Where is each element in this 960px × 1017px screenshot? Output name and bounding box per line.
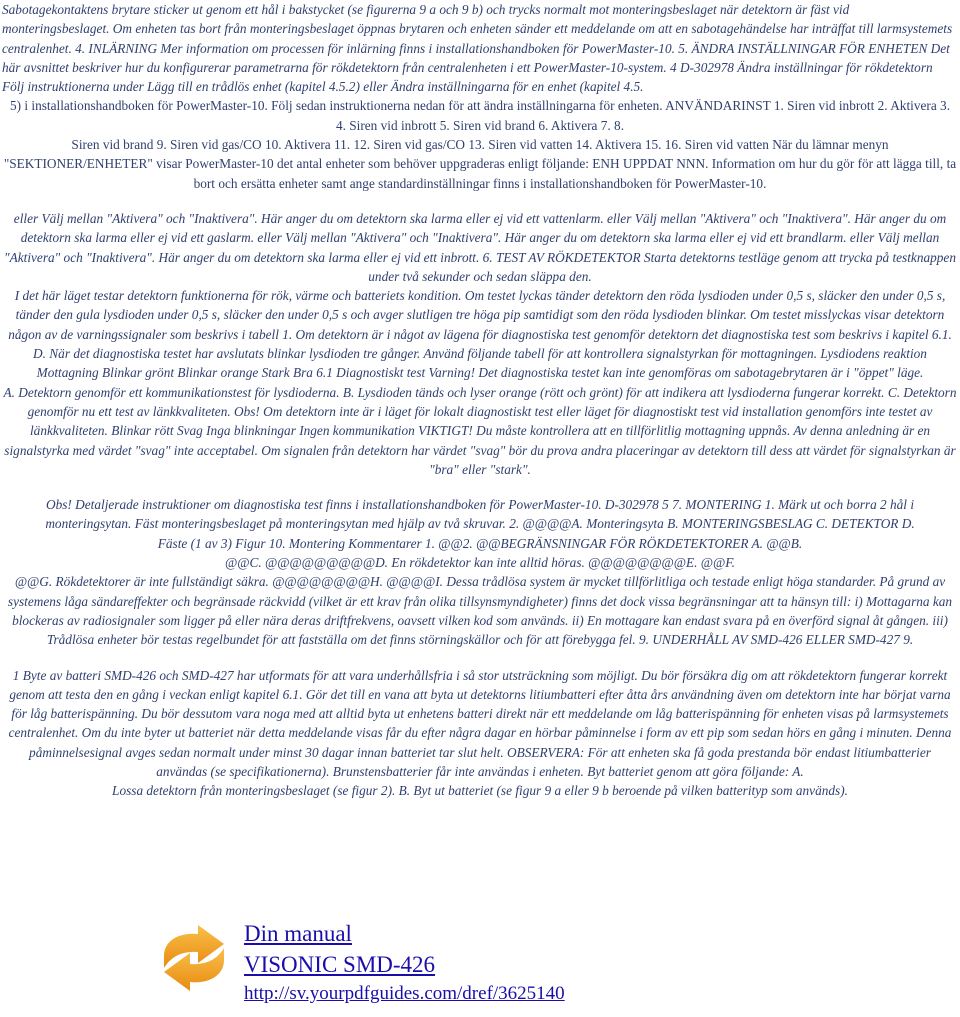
paragraph: Obs! Detaljerade instruktioner om diagnostiska test finns i installationshandboken för PowerMaster-10. D-302978 5 7. MONTERING 1. Märk ut och borra 2 hål i monteringsytan. Fäst monteringsbeslaget på monteringsytan med hjälp av två skruvar. 2. @@@@A. Monteringsyta B. MONTERINGSBESLAG C. DETEKTOR D. (45, 497, 915, 532)
paragraph: 4. Siren vid inbrott 5. Siren vid brand 6. Aktivera 7. 8. (335, 117, 625, 133)
paragraph-gap (2, 193, 958, 209)
download-arrow-icon (158, 922, 230, 994)
footer (158, 918, 858, 1014)
paragraph: Siren vid brand 9. Siren vid gas/CO 10. Aktivera 11. 12. Siren vid gas/CO 13. Siren vid vatten 14. Aktivera 15. 16. Siren vid vatten När du lämnar menyn "SEKTIONER/ENHETER" visar PowerMaster-10 det antal enheter som behöver uppgraderas enligt följande: ENH UPPDAT NNN. Information om hur du gör för att lägga till, ta bort och ersätta enheter samt ange standardinställningar finns i installationshandboken för PowerMaster-10. (3, 137, 957, 191)
url-link[interactable]: http://sv.yourpdfguides.com/dref/3625140 (244, 983, 565, 1004)
paragraph: Lossa detektorn från monteringsbeslaget (se figur 2). B. Byt ut batteriet (se figur 9 a eller 9 b beroende på vilken batterityp som används). (112, 783, 848, 799)
paragraph: Fäste (1 av 3) Figur 10. Montering Kommentarer 1. @@2. @@BEGRÄNSNINGAR FÖR RÖKDETEKTORER A. @@B. (157, 535, 803, 551)
manual-link[interactable]: Din manual (244, 921, 352, 946)
document-body (2, 0, 958, 801)
paragraph: 1 Byte av batteri SMD-426 och SMD-427 har utformats för att vara underhållsfria i så stor utsträckning som möjligt. Du bör försäkra dig om att rökdetektorn fungerar korrekt genom att testa den en gång i veckan enligt kapitel 6.1. Gör det till en vana att byta ut detektorns litiumbatteri efter åtta års användning även om detektorn inte har börjat varna för låg batterispänning. Du bör dessutom vara noga med att alltid byta ut enhetens batteri direkt när ett meddelande om låg batterispänning för enheten visas på larmsystemets centralenhet. Om du inte byter ut batteriet när detta meddelande visas får du efter några dagar en hörbar påminnelse i form av ett pip som sedan hörs en gång i minuten. Denna påminnelsesignal avges sedan normalt under minst 30 dagar innan batteriet tar slut helt. OBSERVERA: För att enheten ska få goda prestanda bör endast litiumbatterier användas (se specifikationerna). Brunstensbatterier får inte användas i enheten. Byt batteriet genom att göra följande: A. (8, 667, 952, 779)
paragraph: @@C. @@@@@@@@@D. En rökdetektor kan inte alltid höras. @@@@@@@@E. @@F. (225, 555, 735, 571)
paragraph: @@G. Rökdetektorer är inte fullständigt säkra. @@@@@@@@H. @@@@I. Dessa trådlösa system är mycket tillförlitliga och testade enligt höga standarder. På grund av systemens låga sändareffekter och begränsade räckvidd (vilket är ett krav från olika tillsynsmyndigheter) finns det dock vissa begränsningar att ta hänsyn till: i) Mottagarna kan blockeras av radiosignaler som ligger på eller nära deras driftfrekvens, oavsett vilken kod som används. ii) En mottagare kan endast svara på en överförd signal åt gången. iii) Trådlösa enheter bör testas regelbundet för att fastställa om det finns störningskällor och för att förebygga fel. 9. UNDERHÅLL AV SMD-426 ELLER SMD-427 9. (7, 574, 953, 648)
paragraph: A. Detektorn genomför ett kommunikationstest för lysdioderna. B. Lysdioden tänds och lyser orange (rött och grönt) för att indikera att lysdioderna fungerar korrekt. C. Detektorn genomför nu ett test av länkkvaliteten. Obs! Om detektorn inte är i läget för lokalt diagnostiskt test eller läget för diagnostiskt test vid installation genomförs inte testet av länkkvaliteten. Blinkar rött Svag Inga blinkningar Ingen kommunikation VIKTIGT! Du måste kontrollera att en tillförlitlig mottagning uppnås. Av denna anledning är en signalstyrka med värdet "svag" inte acceptabel. Om signalen från detektorn har värdet "svag" bör du prova andra placeringar av detektorn till dess att värdet för signalstyrkan är "bra" eller "stark". (3, 384, 957, 477)
paragraph-gap (2, 650, 958, 666)
paragraph: 5) i installationshandboken för PowerMaster-10. Följ sedan instruktionerna nedan för att ändra inställningarna för enheten. ANVÄNDARINST 1. Siren vid inbrott 2. Aktivera 3. (9, 98, 951, 114)
paragraph: I det här läget testar detektorn funktionerna för rök, värme och batteriets kondition. Om testet lyckas tänder detektorn den röda lysdioden under 0,5 s, släcker den under 0,5 s, tänder den gula lysdioden under 0,5 s, släcker den under 0,5 s och avger slutligen tre höga pip samtidigt som den röda lysdioden blinkar. Om testet misslyckas visar detektorn någon av de varningssignaler som beskrivs i tabell 1. Om detektorn är i något av lägena för diagnostiska test genomför detektorn det diagnostiska test som beskrivs i kapitel 6.1. (8, 288, 952, 342)
paragraph: Sabotagekontaktens brytare sticker ut genom ett hål i bakstycket (se figurerna 9 a och 9 b) och trycks normalt mot monteringsbeslaget när detektorn är fäst vid monteringsbeslaget. Om enheten tas bort från monteringsbeslaget öppnas brytaren och enheten sänder ett meddelande om att en sabotagehändelse har inträffat till larmsystemets centralenhet. 4. INLÄRNING Mer information om processen för inlärning finns i installationshandboken för PowerMaster-10. 5. ÄNDRA INSTÄLLNINGAR FÖR ENHETEN Det här avsnittet beskriver hur du konfigurerar parametrarna för rökdetektorn från centralenheten i ett PowerMaster-10-system. 4 D-302978 Ändra inställningar för rökdetektorn Följ instruktionerna under Lägg till en trådlös enhet (kapitel 4.5.2) eller Ändra inställningarna för en enhet (kapitel 4.5. (2, 2, 953, 95)
paragraph: D. När det diagnostiska testet har avslutats blinkar lysdioden tre gånger. Använd följande tabell för att kontrollera signalstyrkan för mottagningen. Lysdiodens reaktion Mottagning Blinkar grönt Blinkar orange Stark Bra 6.1 Diagnostiskt test Varning! Det diagnostiska testet kan inte genomföras om sabotagebrytaren är i "öppet" läge. (33, 346, 927, 381)
paragraph: eller Välj mellan "Aktivera" och "Inaktivera". Här anger du om detektorn ska larma eller ej vid ett vattenlarm. eller Välj mellan "Aktivera" och "Inaktivera". Här anger du om detektorn ska larma eller ej vid ett gaslarm. eller Välj mellan "Aktivera" och "Inaktivera". Här anger du om detektorn ska larma eller ej vid ett brandlarm. eller Välj mellan "Aktivera" och "Inaktivera". Här anger du om detektorn ska larma eller ej vid ett inbrott. 6. TEST AV RÖKDETEKTOR Starta detektorns testläge genom att trycka på testknappen under två sekunder och sedan släppa den. (4, 210, 956, 284)
product-link[interactable]: VISONIC SMD-426 (244, 952, 436, 977)
paragraph-gap (2, 479, 958, 495)
